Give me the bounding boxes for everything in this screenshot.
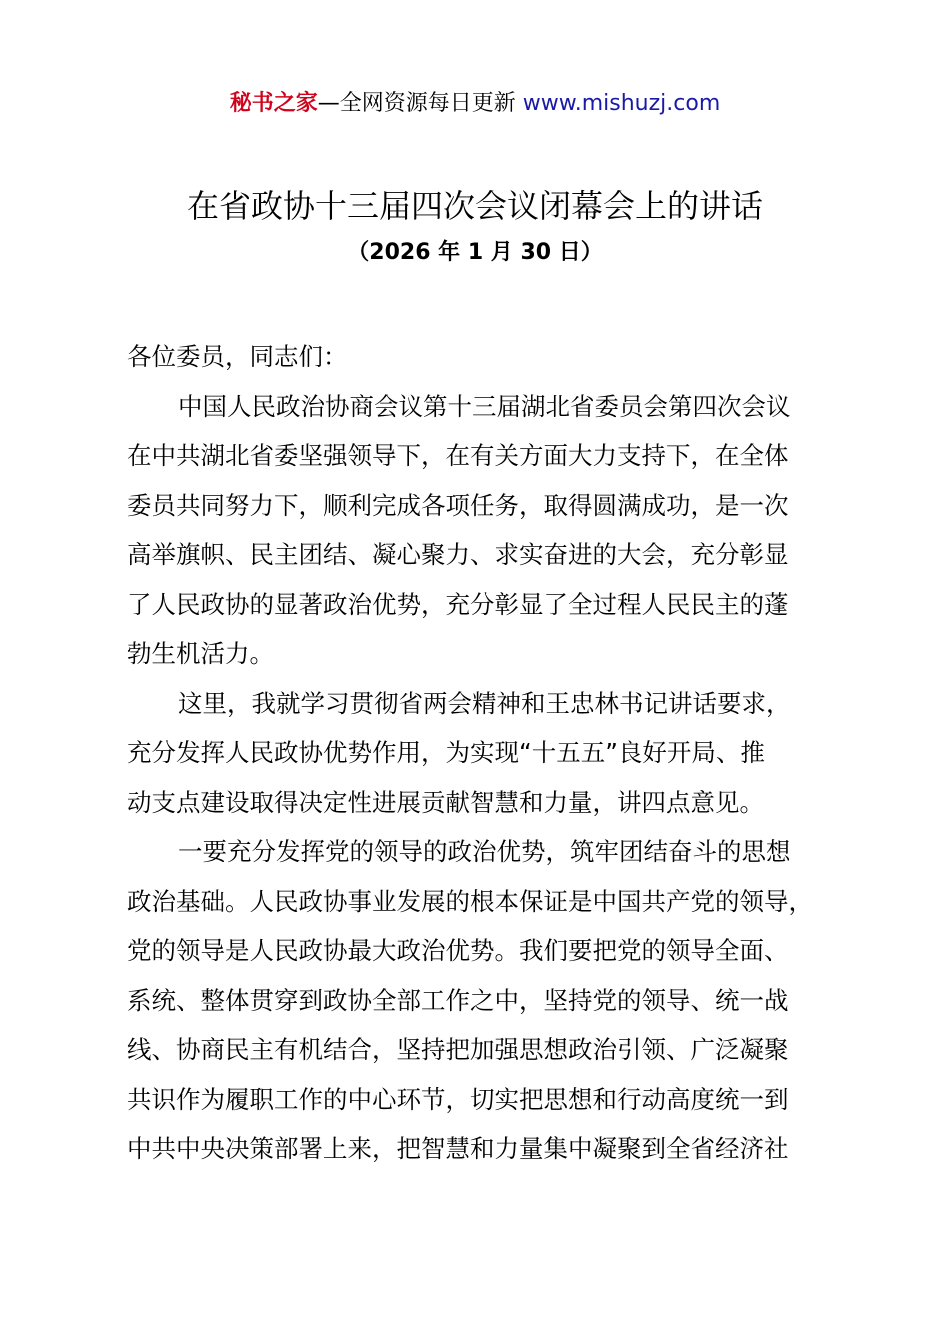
text-line: 了人民政协的显著政治优势，充分彰显了全过程人民民主的蓬: [127, 589, 789, 619]
text-line: 共识作为履职工作的中心环节，切实把思想和行动高度统一到: [127, 1084, 789, 1114]
paragraph-point-one: [127, 827, 837, 1174]
text-line: 动支点建设取得决定性进展贡献智慧和力量，讲四点意见。: [127, 787, 764, 817]
site-header: [0, 88, 950, 120]
text-line: 中国人民政治协商会议第十三届湖北省委员会第四次会议: [178, 391, 791, 421]
text-line: 勃生机活力。: [127, 639, 274, 668]
text-line: 政治基础。人民政协事业发展的根本保证是中国共产党的领导，: [127, 886, 813, 916]
paragraph-opening: [127, 382, 837, 679]
text-line: 系统、整体贯穿到政协全部工作之中，坚持党的领导、统一战: [127, 985, 789, 1015]
paragraph-outline: [127, 679, 837, 828]
text-line: 一要充分发挥党的领导的政治优势，筑牢团结奋斗的思想: [178, 837, 791, 866]
document-body: [127, 332, 837, 1174]
text-line: 在中共湖北省委坚强领导下，在有关方面大力支持下，在全体: [127, 441, 789, 470]
document-title: 在省政协十三届四次会议闭幕会上的讲话: [186, 187, 763, 225]
text-line: 这里，我就学习贯彻省两会精神和王忠林书记讲话要求，: [178, 688, 791, 718]
brand-name: 秘书之家: [229, 91, 318, 116]
salutation: 各位委员，同志们：: [127, 342, 348, 371]
text-line: 中共中央决策部署上来，把智慧和力量集中凝聚到全省经济社: [127, 1134, 789, 1163]
text-line: 委员共同努力下，顺利完成各项任务，取得圆满成功，是一次: [127, 490, 789, 520]
text-line: 线、协商民主有机结合，坚持把加强思想政治引领、广泛凝聚: [127, 1035, 789, 1064]
site-tagline: —全网资源每日更新: [317, 91, 523, 116]
document-date: （2026 年 1 月 30 日）: [347, 240, 603, 265]
text-line: 高举旗帜、民主团结、凝心聚力、求实奋进的大会，充分彰显: [127, 540, 789, 569]
text-line: 充分发挥人民政协优势作用，为实现“十五五”良好开局、推: [127, 738, 765, 767]
text-line: 党的领导是人民政协最大政治优势。我们要把党的领导全面、: [127, 936, 789, 965]
site-url-link[interactable]: www.mishuzj.com: [522, 91, 721, 116]
